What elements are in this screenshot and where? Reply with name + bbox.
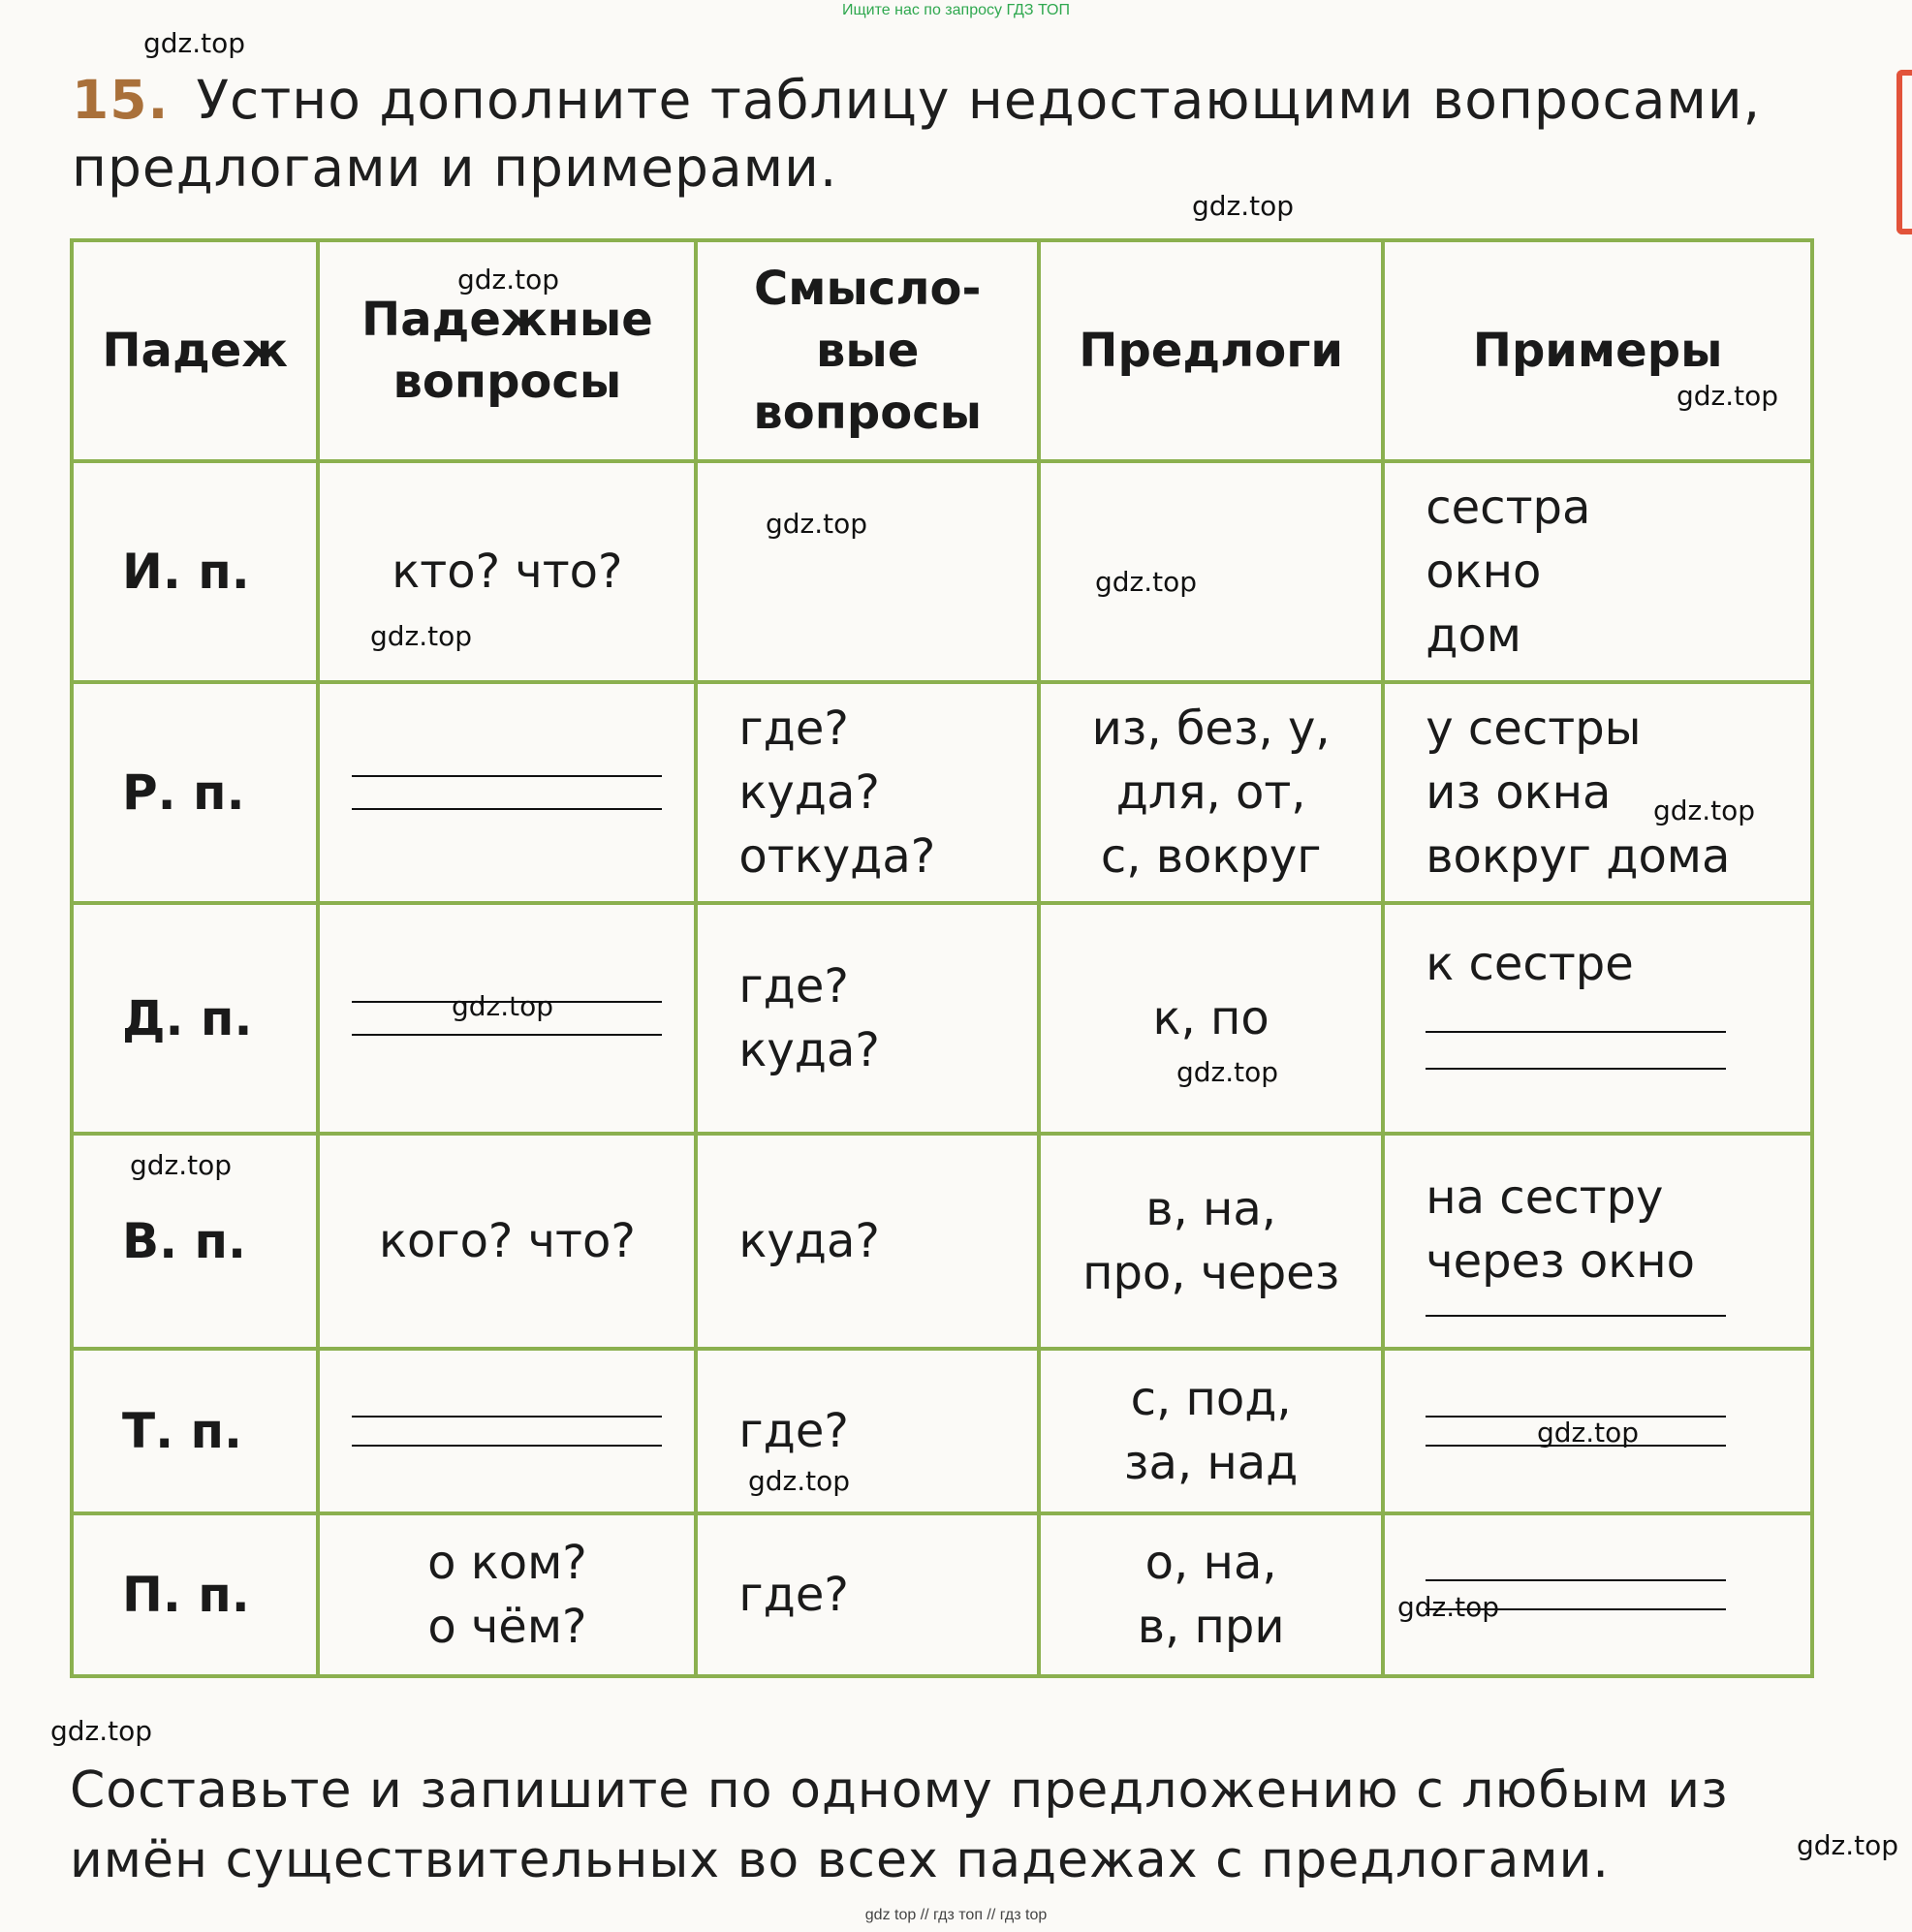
- prepositions-cell: в, на, про, через: [1039, 1134, 1383, 1349]
- table-row: [72, 461, 1812, 682]
- watermark: gdz.top: [452, 990, 554, 1022]
- watermark: gdz.top: [370, 620, 473, 652]
- table-row: [72, 1513, 1812, 1676]
- watermark: gdz.top: [748, 1465, 851, 1497]
- watermark: gdz.top: [1192, 190, 1295, 222]
- blank-line: [1426, 1068, 1726, 1070]
- watermark: gdz.top: [1397, 1591, 1500, 1623]
- watermark: gdz.top: [1677, 380, 1779, 412]
- case-questions-cell: [318, 682, 696, 903]
- table-row: [72, 903, 1812, 1134]
- case-questions-cell: [318, 1349, 696, 1513]
- case-cell: Т. п.: [72, 1349, 318, 1513]
- header-meaning-questions: Смысло- вые вопросы: [696, 240, 1039, 461]
- examples-cell: на сестру через окно: [1383, 1134, 1812, 1349]
- case-cell: В. п.: [72, 1134, 318, 1349]
- meaning-questions-cell: где? куда?: [696, 903, 1039, 1134]
- task-number: 15.: [72, 69, 170, 131]
- task-text: Устно дополните таблицу недостающими вопросами, предлогами и примерами.: [72, 69, 1762, 199]
- case-questions-cell: кого? что?: [318, 1134, 696, 1349]
- blank-line: [352, 1416, 662, 1418]
- header-examples: Примеры: [1383, 240, 1812, 461]
- watermark: gdz.top: [1537, 1417, 1640, 1449]
- case-cell: И. п.: [72, 461, 318, 682]
- blank-line: [352, 1034, 662, 1036]
- case-table: [70, 238, 1814, 1678]
- blank-line: [1426, 1315, 1726, 1317]
- prepositions-cell: из, без, у, для, от, с, вокруг: [1039, 682, 1383, 903]
- watermark: gdz.top: [457, 264, 560, 296]
- watermark: gdz.top: [1653, 795, 1756, 826]
- task-heading: [72, 66, 1816, 202]
- search-note: Ищите нас по запросу ГДЗ ТОП: [842, 2, 1070, 18]
- table-row: [72, 1134, 1812, 1349]
- blank-line: [352, 808, 662, 810]
- header-case: Падеж: [72, 240, 318, 461]
- examples-cell: у сестры из окна вокруг дома: [1383, 682, 1812, 903]
- case-cell: Д. п.: [72, 903, 318, 1134]
- blank-line: [1426, 1579, 1726, 1581]
- prepositions-cell: с, под, за, над: [1039, 1349, 1383, 1513]
- footer-note: gdz top // гдз топ // гдз top: [864, 1907, 1048, 1923]
- page-edge-tab: [1896, 70, 1912, 234]
- watermark: gdz.top: [766, 508, 868, 540]
- blank-line: [352, 775, 662, 777]
- examples-cell: сестра окно дом: [1383, 461, 1812, 682]
- case-questions-cell: кто? что?: [318, 461, 696, 682]
- assignment-text: Составьте и запишите по одному предложению с любым из имён существительных во всех падежах с предлогами.: [70, 1761, 1729, 1889]
- watermark: gdz.top: [130, 1149, 233, 1181]
- meaning-questions-cell: где? куда? откуда?: [696, 682, 1039, 903]
- blank-line: [352, 1445, 662, 1447]
- watermark: gdz.top: [143, 27, 246, 59]
- case-questions-cell: о ком? о чём?: [318, 1513, 696, 1676]
- watermark: gdz.top: [50, 1715, 153, 1747]
- meaning-questions-cell: куда?: [696, 1134, 1039, 1349]
- examples-cell: к сестре: [1383, 903, 1812, 1134]
- prepositions-cell: о, на, в, при: [1039, 1513, 1383, 1676]
- header-case-questions: Падежные вопросы: [318, 240, 696, 461]
- table-header-row: [72, 240, 1812, 461]
- case-cell: Р. п.: [72, 682, 318, 903]
- watermark: gdz.top: [1176, 1056, 1279, 1088]
- prepositions-cell: к, по: [1039, 903, 1383, 1134]
- blank-line: [1426, 1031, 1726, 1033]
- meaning-questions-cell: где?: [696, 1513, 1039, 1676]
- meaning-questions-cell: где?: [696, 1349, 1039, 1513]
- header-prepositions: Предлоги: [1039, 240, 1383, 461]
- prepositions-cell: [1039, 461, 1383, 682]
- meaning-questions-cell: [696, 461, 1039, 682]
- table-row: [72, 682, 1812, 903]
- watermark: gdz.top: [1797, 1829, 1899, 1861]
- watermark: gdz.top: [1095, 566, 1198, 598]
- case-cell: П. п.: [72, 1513, 318, 1676]
